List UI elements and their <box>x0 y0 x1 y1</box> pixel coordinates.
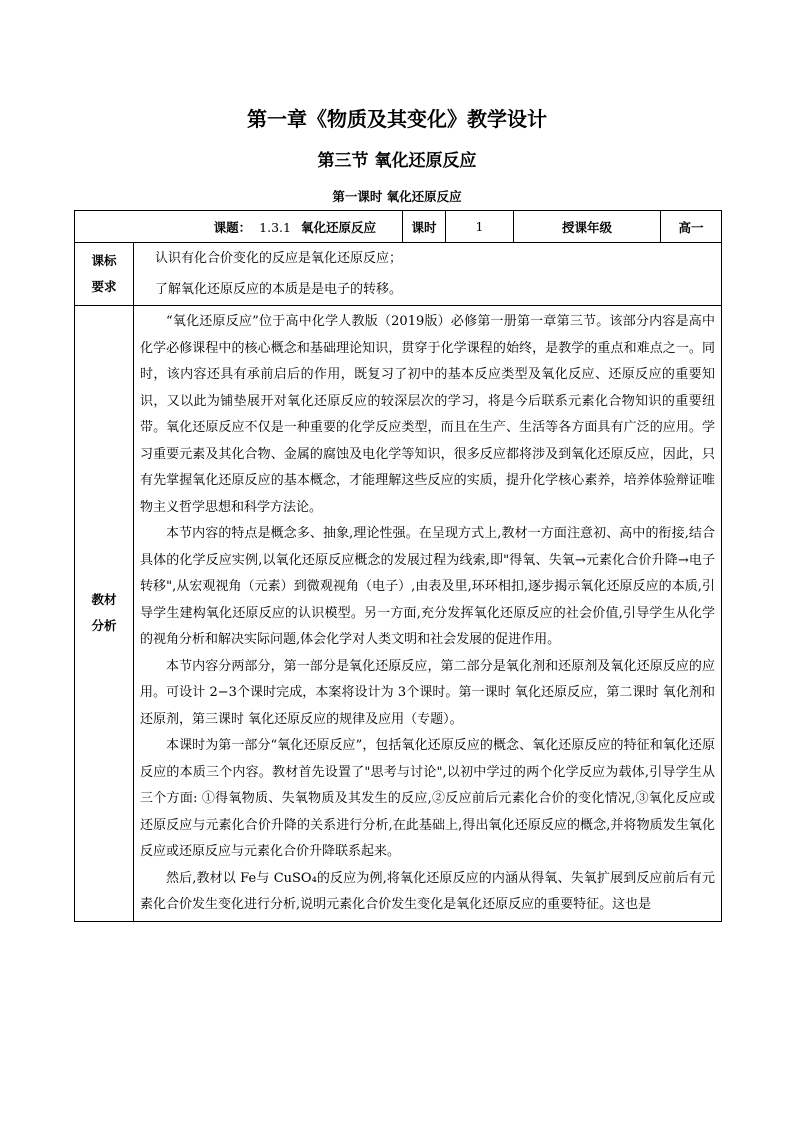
lesson-title: 第一课时 氧化还原反应 <box>332 189 462 204</box>
standard-row <box>75 243 722 306</box>
standard-item: 认识有化合价变化的反应是氧化还原反应； <box>155 251 403 266</box>
hours-value: 1 <box>446 211 514 243</box>
analysis-paragraph: 本节内容分两部分，第一部分是氧化还原反应，第二部分是氧化剂和还原剂及氧化还原反应的应用。可设计 2−3个课时完成，本案将设计为 3个课时。第一课时 氧化还原反应，第二课时 氧化剂和还原剂，第三课时 氧化还原反应的规律及应用（专题）。 <box>140 658 715 727</box>
course-label: 课题： <box>213 219 252 235</box>
lesson-plan-table <box>74 210 722 922</box>
grade-label: 授课年级 <box>514 211 661 243</box>
standard-label: 课标 要求 <box>75 243 134 306</box>
header-row <box>75 211 722 243</box>
standard-content <box>134 243 722 306</box>
analysis-paragraph: “氧化还原反应”位于高中化学人教版（2019版）必修第一册第一章第三节。该部分内容是高中化学必修课程中的核心概念和基础理论知识，贯穿于化学课程的始终，是教学的重点和难点之一。同时，该内容还具有承前启后的作用，既复习了初中的基本反应类型及氧化反应、还原反应的重要知识，又以此为铺垫展开对氧化还原反应的较深层次的学习，将是今后联系元素化合物知识的重要纽带。氧化还原反应不仅是一种重要的化学反应类型，而且在生产、生活等各方面具有广泛的应用。学习重要元素及其化合物、金属的腐蚀及电化学等知识，很多反应都将涉及到氧化还原反应，因此，只有先掌握氧化还原反应的基本概念，才能理解这些反应的实质，提升化学核心素养，培养体验辩证唯物主义哲学思想和科学方法论。 <box>140 314 715 515</box>
analysis-paragraph: 本节内容的特点是概念多、抽象,理论性强。在呈现方式上,教材一方面注意初、高中的衔接,结合具体的化学反应实例,以氧化还原反应概念的发展过程为线索,即"得氧、失氧→元素化合价升降→电子转移",从宏观视角（元素）到微观视角（电子）,由表及里,环环相扣,逐步揭示氧化还原反应的本质,引导学生建构氧化还原反应的认识模型。另一方面,充分发挥氧化还原反应的社会价值,引导学生从化学的视角分析和解决实际问题,体会化学对人类文明和社会发展的促进作用。 <box>140 526 715 647</box>
analysis-content <box>134 306 722 922</box>
analysis-paragraph: 然后,教材以 Fe与 CuSO₄的反应为例,将氧化还原反应的内涵从得氧、失氧扩展到反应前后有元素化合价发生变化进行分析,说明元素化合价发生变化是氧化还原反应的重要特征。这也是 <box>140 870 715 912</box>
course-code: 1.3.1 <box>259 219 291 235</box>
hours-label: 课时 <box>403 211 446 243</box>
standard-item: 了解氧化还原反应的本质是是电子的转移。 <box>155 282 403 297</box>
page-title: 第一章《物质及其变化》教学设计 <box>247 107 547 131</box>
course-cell <box>75 211 403 243</box>
analysis-label: 教材 分析 <box>75 306 134 922</box>
section-title: 第三节 氧化还原反应 <box>317 151 477 171</box>
analysis-row <box>75 306 722 922</box>
course-name: 氧化还原反应 <box>300 219 376 235</box>
analysis-paragraph: 本课时为第一部分“氧化还原反应”，包括氧化还原反应的概念、氧化还原反应的特征和氧化还原反应的本质三个内容。教材首先设置了"思考与讨论",以初中学过的两个化学反应为载体,引导学生从三个方面: ①得氧物质、失氧物质及其发生的反应,②反应前后元素化合价的变化情况,③氧化反应或还原反应与元素化合价升降的关系进行分析,在此基础上,得出氧化还原反应的概念,并将物质发生氧化反应或还原反应与元素化合价升降联系起来。 <box>140 738 715 859</box>
grade-value: 高一 <box>661 211 722 243</box>
